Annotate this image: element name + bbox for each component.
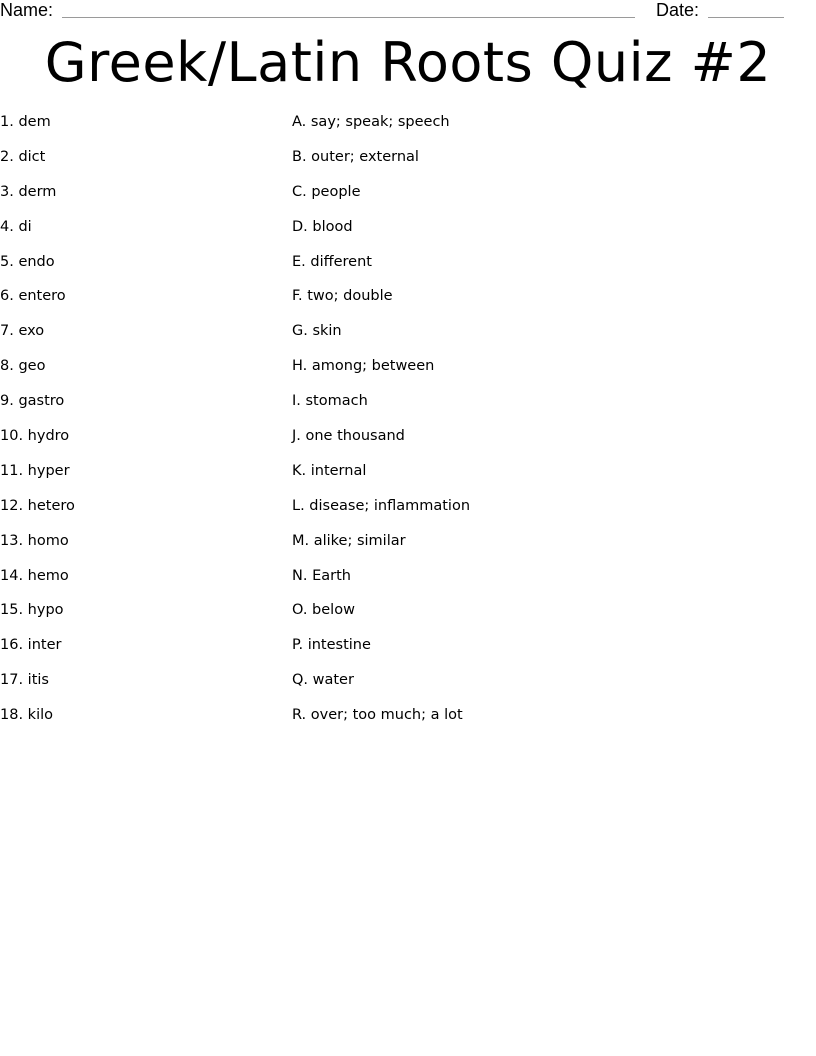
root-definition: L. disease; inflammation xyxy=(292,497,471,514)
root-term: 7. exo xyxy=(0,323,45,340)
root-definition: M. alike; similar xyxy=(292,532,406,549)
root-definition: K. internal xyxy=(292,462,367,479)
root-definition: B. outer; external xyxy=(292,148,419,165)
root-definition: A. say; speak; speech xyxy=(292,114,450,130)
date-label: Date: xyxy=(656,0,700,20)
quiz-row xyxy=(0,319,816,354)
root-definition: G. skin xyxy=(292,323,342,340)
root-term: 2. dict xyxy=(0,148,46,165)
root-definition: O. below xyxy=(292,602,355,619)
root-term: 15. hypo xyxy=(0,602,64,619)
root-term: 8. geo xyxy=(0,358,46,375)
quiz-row xyxy=(0,110,816,145)
page-title: Greek/Latin Roots Quiz #2 xyxy=(44,31,772,94)
root-term: 4. di xyxy=(0,218,32,235)
root-definition: E. different xyxy=(292,253,372,270)
quiz-row xyxy=(0,215,816,250)
quiz-row xyxy=(0,633,816,668)
quiz-row xyxy=(0,284,816,319)
root-term: 16. inter xyxy=(0,637,62,654)
quiz-row xyxy=(0,529,816,564)
date-field-line[interactable] xyxy=(708,17,784,18)
root-definition: J. one thousand xyxy=(292,428,405,445)
root-definition: P. intestine xyxy=(292,637,371,654)
quiz-row xyxy=(0,459,816,494)
name-label: Name: xyxy=(0,0,54,20)
root-term: 3. derm xyxy=(0,183,57,200)
root-term: 14. hemo xyxy=(0,567,69,584)
name-field-line[interactable] xyxy=(62,17,635,18)
quiz-row xyxy=(0,668,816,703)
root-term: 10. hydro xyxy=(0,428,70,445)
root-definition: N. Earth xyxy=(292,567,351,584)
root-definition: F. two; double xyxy=(292,288,393,305)
quiz-row xyxy=(0,354,816,389)
quiz-row xyxy=(0,424,816,459)
root-definition: D. blood xyxy=(292,218,353,235)
matching-quiz xyxy=(0,110,816,738)
root-term: 12. hetero xyxy=(0,497,75,514)
quiz-row xyxy=(0,145,816,180)
quiz-row xyxy=(0,494,816,529)
root-definition: R. over; too much; a lot xyxy=(292,707,463,724)
quiz-row xyxy=(0,389,816,424)
root-term: 17. itis xyxy=(0,672,49,689)
root-definition: C. people xyxy=(292,183,361,200)
quiz-row xyxy=(0,703,816,738)
worksheet-header xyxy=(0,0,816,22)
quiz-row xyxy=(0,564,816,599)
root-term: 18. kilo xyxy=(0,707,53,724)
quiz-row xyxy=(0,180,816,215)
quiz-row xyxy=(0,598,816,633)
quiz-row xyxy=(0,250,816,285)
root-term: 9. gastro xyxy=(0,393,65,410)
root-definition: I. stomach xyxy=(292,393,368,410)
root-definition: Q. water xyxy=(292,672,354,689)
root-term: 5. endo xyxy=(0,253,55,270)
root-definition: H. among; between xyxy=(292,358,435,375)
root-term: 11. hyper xyxy=(0,462,70,479)
root-term: 13. homo xyxy=(0,532,69,549)
root-term: 6. entero xyxy=(0,288,66,305)
root-term: 1. dem xyxy=(0,114,51,130)
